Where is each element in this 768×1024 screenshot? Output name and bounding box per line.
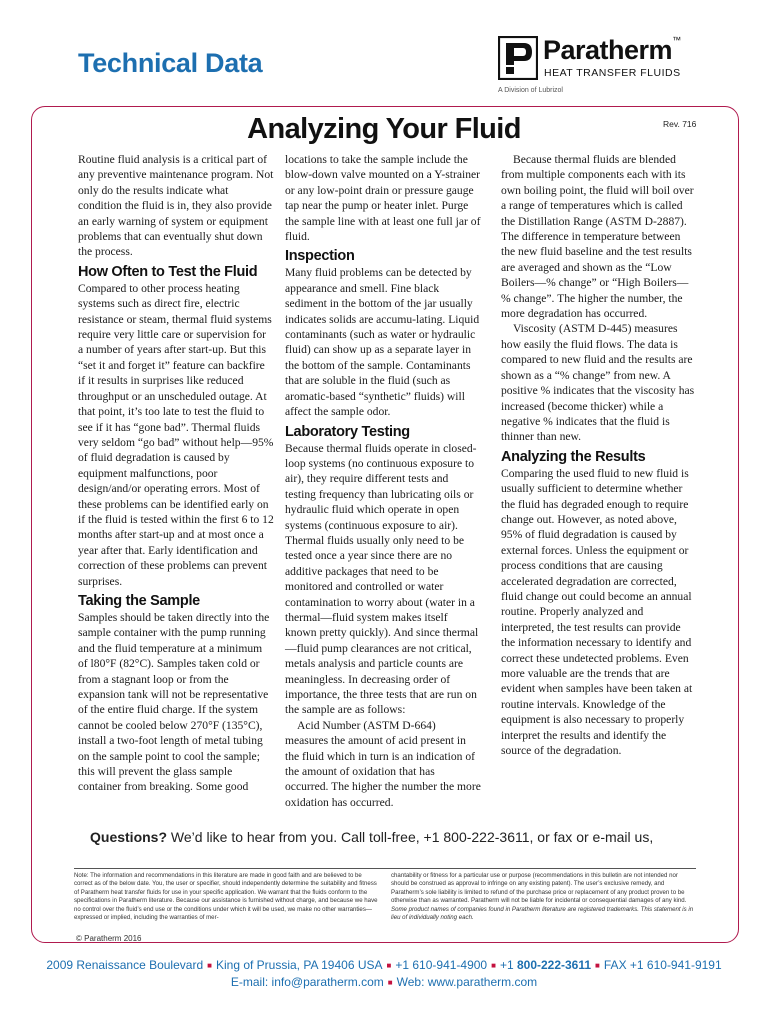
separator-icon: ■ xyxy=(595,961,600,970)
footer-fax: FAX +1 610-941-9191 xyxy=(603,958,722,972)
footer-email-link[interactable]: E-mail: info@paratherm.com xyxy=(230,975,384,989)
revision-label: Rev. 716 xyxy=(663,119,697,129)
document-title: Analyzing Your Fluid xyxy=(247,113,521,145)
column-1 xyxy=(78,152,274,795)
copyright: © Paratherm 2016 xyxy=(76,934,142,943)
heading-taking-sample: Taking the Sample xyxy=(78,592,200,609)
footer-tollfree[interactable]: 800-222-3611 xyxy=(516,958,592,972)
separator-icon: ■ xyxy=(387,978,393,987)
paratherm-logo xyxy=(498,34,698,94)
footer-city: King of Prussia, PA 19406 USA xyxy=(215,958,383,972)
header-title: Technical Data xyxy=(78,48,263,78)
footer-address: 2009 Renaissance Boulevard xyxy=(46,958,204,972)
column-2 xyxy=(285,152,481,810)
paragraph-analyzing-results: Comparing the used fluid to new fluid is usually sufficient to determine whether the fluid has degraded enough to require change out. However, as noted above, 95% of fluid degradation is caused by external forces. Unless the equipment or process conditions that are causing accelerated degradation are corrected, fluid change out could become an annual routine. Properly analyzed and interpreted, the test results can provide the information necessary to identify and correct these undetected problems. Even more valuable are the trends that are evident when samples have been taken at routine intervals. Knowledge of the equipment is also necessary to properly interpret the results and identify the source of the degradation. xyxy=(501,466,693,758)
heading-laboratory-testing: Laboratory Testing xyxy=(285,423,410,440)
disclaimer-right: chantability or fitness for a particular use or purpose (recommendations in this bulletin are not intended nor should be construed as approval to infringe on any existing patent). The user’s exclusive remedy, and Paratherm’s sole liability is limited to refund of the purchase price or replacement of any product proven to be otherwise than as warranted. Paratherm will not be liable for incidental or consequential damages of any kind. Some product names of companies found in Paratherm literature are registered trademarks. This statement is in lieu of individually noting each. xyxy=(391,872,694,922)
paragraph-inspection: Many fluid problems can be detected by appearance and smell. Fine black sediment in the bottom of the jar usually indicates solids are accumu-lating. Liquid contaminants (such as water or hydraulic fluid) can show up as a separate layer in the bottom of the sample. Contaminants that are soluble in the fluid (such as aromatic-based “synthetic” fluids) will affect the sample odor. xyxy=(285,266,480,419)
divider xyxy=(74,868,696,869)
heading-analyzing-results: Analyzing the Results xyxy=(501,448,646,465)
paragraph-taking-sample: Samples should be taken directly into the sample container with the pump running and the fluid temperature at a minimum of l80°F (82°C). Samples taken cold or from a stagnant loop or from the expansion tank will not be representative of the entire fluid charge. If the system cannot be cooled below 270°F (135°C), install a two-foot length of metal tubing on the sample point to cool the sample; this will prevent the glass sample container from breaking. Some good xyxy=(78,610,270,794)
questions-line xyxy=(90,829,653,845)
footer-web-link[interactable]: Web: www.paratherm.com xyxy=(396,975,538,989)
paragraph-viscosity: Viscosity (ASTM D-445) measures how easily the fluid flows. The data is compared to new fluid and the results are shown as a “% change” from new. A positive % indicates that the viscosity has increased (become thicker) while a negative % indicates that the fluid is thinner than new. xyxy=(501,322,695,444)
disclaimer-left: Note: The information and recommendations in this literature are made in good faith and are believed to be correct as of the below date. You, the user or specifier, should independently determine the suitability and fitness of Paratherm heat transfer fluids for use in your specific application. We warrant that the fluids conform to the specifications in Paratherm literature. Because our assistance is furnished without charge, and because we have no control over the fluid’s end use or the conditions under which it will be used, we make no other warranties—expressed or implied, including the warranties of mer- xyxy=(74,872,378,922)
paratherm-logo-icon xyxy=(498,36,538,80)
footer-contact-line: 2009 Renaissance Boulevard ■ King of Prussia, PA 19406 USA ■ +1 610-941-4900 ■ +1 800-222-3611 ■ FAX +1 610-941-9191 xyxy=(46,958,722,972)
paragraph-acid-number: Acid Number (ASTM D-664) measures the amount of acid present in the fluid which in turn is an indication of the amount of oxidation that has occurred. The higher the number the more oxidation has occurred. xyxy=(285,718,481,809)
heading-inspection: Inspection xyxy=(285,248,355,265)
paragraph-laboratory-testing: Because thermal fluids operate in closed-loop systems (no continuous exposure to air), they require different tests and testing frequency than lubricating oils or hydraulic fluid which operate in open systems (continuous exposure to air). Thermal fluids usually only need to be tested once a year since there are no additive packages that need to be monitored and controlled or water contamination to worry about (water in a thermal—fluid system makes itself known pretty quickly). And since thermal—fluid pump clearances are not critical, metals analysis and particle counts are meaningless. In decreasing order of importance, the three tests that are run on the sample are as follows: xyxy=(285,441,479,717)
separator-icon: ■ xyxy=(207,961,212,970)
separator-icon: ■ xyxy=(491,961,496,970)
footer-phone[interactable]: +1 610-941-4900 xyxy=(395,958,488,972)
logo-division: A Division of Lubrizol xyxy=(498,87,563,94)
separator-icon: ■ xyxy=(386,961,392,970)
heading-how-often: How Often to Test the Fluid xyxy=(78,263,258,280)
paragraph-how-often: Compared to other process heating systems such as direct fire, electric resistance or steam, thermal fluid systems require very little care or supervision for a number of years after start-up. But this “set it and forget it” feature can backfire if it results in surprises like reduced throughput or an unscheduled outage. At that point, it’s too late to test the fluid to see if it has “gone bad”. Thermal fluids very seldom “go bad” without help—95% of fluid degradation is caused by equipment malfunctions, poor design/and/or operating errors. Most of these problems can be identified early on if the fluid is tested within the first 6 to 12 months after start-up and at most once a year after that. Early identification and correction of these problems can prevent surprises. xyxy=(78,281,274,588)
footer-web-line xyxy=(0,975,768,989)
column-3 xyxy=(501,152,697,758)
paragraph-distillation: Because thermal fluids are blended from multiple components each with its own boiling point, the fluid will boil over a range of temperatures which is called the Distillation Range (ASTM D-2887). The difference in temperature between the new fluid baseline and the test results are averaged and shown as the “Low Boilers—% change” or “High Boilers—% change”. The higher the number, the more degradation has occurred. xyxy=(501,153,694,321)
logo-subtitle: HEAT TRANSFER FLUIDS xyxy=(544,67,681,79)
intro-paragraph: Routine fluid analysis is a critical part of any preventive maintenance program. Not only do the results indicate what condition the fluid is in, they also provide an early warning of system or equipment problems that can eventually shut down the process. xyxy=(78,153,274,259)
logo-name: Paratherm™ xyxy=(543,35,681,65)
questions-text: We’d like to hear from you. Call toll-free, +1 800-222-3611, or fax or e-mail us, xyxy=(167,829,654,845)
questions-label: Questions? xyxy=(90,829,168,845)
paragraph-sample-locations: locations to take the sample include the blow-down valve mounted on a Y-strainer or any low-point drain or pressure gauge tap near the pump or heater inlet. Purge the sample line with at least one full jar of fluid. xyxy=(285,153,481,244)
